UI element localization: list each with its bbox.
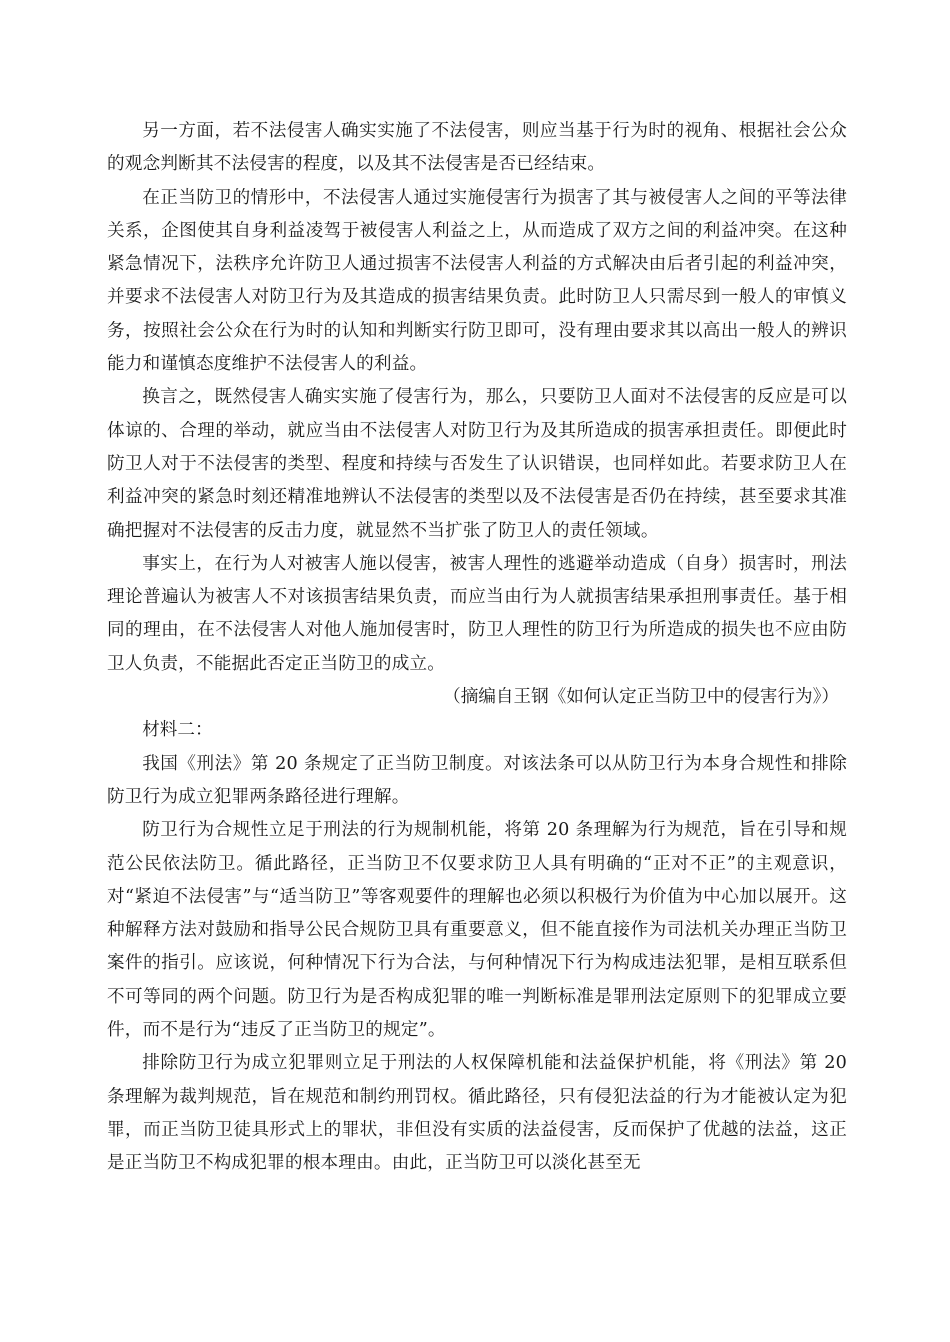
paragraph: 排除防卫行为成立犯罪则立足于刑法的人权保障机能和法益保护机能，将《刑法》第 20 条理解为裁判规范，旨在规范和制约刑罚权。循此路径，只有侵犯法益的行为才能被认定为犯罪，而正当防卫徒具形式上的罪状，非但没有实质的法益侵害，反而保护了优越的法益，这正是正当防卫不构成犯罪的根本理由。由此，正当防卫可以淡化甚至无 [107,1053,847,1174]
document-page [107,115,847,1181]
source-citation: （摘编自王钢《如何认定正当防卫中的侵害行为》） [443,687,839,708]
material-heading: 材料二： [142,720,213,741]
paragraph: 防卫行为合规性立足于刑法的行为规制机能，将第 20 条理解为行为规范，旨在引导和规范公民依法防卫。循此路径，正当防卫不仅要求防卫人具有明确的“正对不正”的主观意识，对“紧迫不法侵害”与“适当防卫”等客观要件的理解也必须以积极行为价值为中心加以展开。这种解释方法对鼓励和指导公民合规防卫具有重要意义，但不能直接作为司法机关办理正当防卫案件的指引。应该说，何种情况下行为合法，与何种情况下行为构成违法犯罪，是相互联系但不可等同的两个问题。防卫行为是否构成犯罪的唯一判断标准是罪刑法定原则下的犯罪成立要件，而不是行为“违反了正当防卫的规定”。 [107,820,847,1041]
paragraph: 另一方面，若不法侵害人确实实施了不法侵害，则应当基于行为时的视角、根据社会公众的观念判断其不法侵害的程度，以及其不法侵害是否已经结束。 [107,121,847,175]
paragraph: 在正当防卫的情形中，不法侵害人通过实施侵害行为损害了其与被侵害人之间的平等法律关系，企图使其自身利益凌驾于被侵害人利益之上，从而造成了双方之间的利益冲突。在这种紧急情况下，法秩序允许防卫人通过损害不法侵害人利益的方式解决由后者引起的利益冲突，并要求不法侵害人对防卫行为及其造成的损害结果负责。此时防卫人只需尽到一般人的审慎义务，按照社会公众在行为时的认知和判断实行防卫即可，没有理由要求其以高出一般人的辨识能力和谨慎态度维护不法侵害人的利益。 [107,187,847,375]
paragraph: 换言之，既然侵害人确实实施了侵害行为，那么，只要防卫人面对不法侵害的反应是可以体谅的、合理的举动，就应当由不法侵害人对防卫行为及其所造成的损害承担责任。即便此时防卫人对于不法侵害的类型、程度和持续与否发生了认识错误，也同样如此。若要求防卫人在利益冲突的紧急时刻还精准地辨认不法侵害的类型以及不法侵害是否仍在持续，甚至要求其准确把握对不法侵害的反击力度，就显然不当扩张了防卫人的责任领域。 [107,387,847,541]
paragraph: 事实上，在行为人对被害人施以侵害，被害人理性的逃避举动造成（自身）损害时，刑法理论普遍认为被害人不对该损害结果负责，而应当由行为人就损害结果承担刑事责任。基于相同的理由，在不法侵害人对他人施加侵害时，防卫人理性的防卫行为所造成的损失也不应由防卫人负责，不能据此否定正当防卫的成立。 [107,553,847,674]
paragraph: 我国《刑法》第 20 条规定了正当防卫制度。对该法条可以从防卫行为本身合规性和排除防卫行为成立犯罪两条路径进行理解。 [107,753,847,807]
